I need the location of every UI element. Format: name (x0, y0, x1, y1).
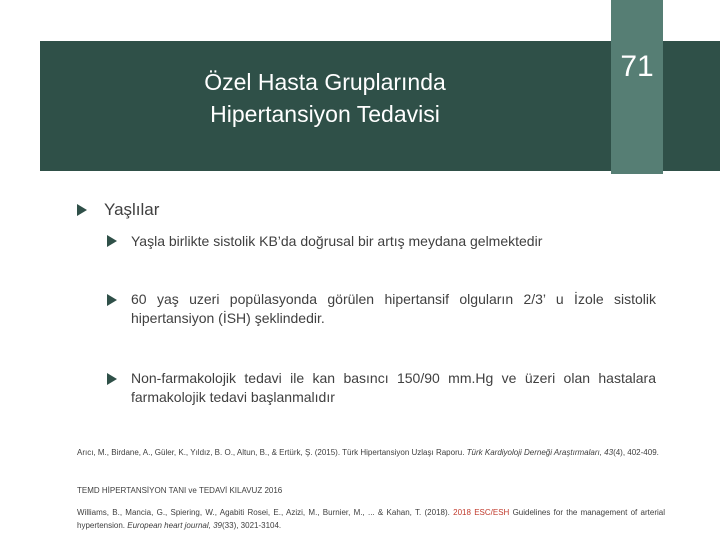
reference-3 (77, 506, 665, 532)
reference-1-text: Arıcı, M., Birdane, A., Güler, K., Yıldız, B. O., Altun, B., & Ertürk, Ş. (2015). Türk Hipertansiyon Uzlaşı Raporu. (77, 448, 467, 457)
title-line-2: Hipertansiyon Tedavisi (210, 101, 440, 127)
bullet-arrow-icon (107, 373, 117, 385)
reference-1-journal: Türk Kardiyoloji Derneği Araştırmaları (466, 448, 600, 457)
bullet-arrow-icon (77, 204, 87, 216)
page-number-box (611, 0, 663, 174)
bullet-arrow-icon (107, 294, 117, 306)
title-line-1: Özel Hasta Gruplarında (204, 69, 446, 95)
sub-bullet-3: Non-farmakolojik tedavi ile kan basıncı 150/90 mm.Hg ve üzeri olan hastalara farmakolojik tedavi başlanmalıdır (131, 370, 656, 405)
sub-bullet-2: 60 yaş uzeri popülasyonda görülen hipertansif olguların 2/3’ u İzole sistolik hipertansiyon (İSH) şeklindedir. (131, 291, 656, 326)
reference-3-journal: European heart journal (127, 521, 209, 530)
page-number: 71 (620, 50, 654, 83)
reference-3-volume: , 39 (208, 521, 222, 530)
reference-3-text-2: Guidelines for the management of arterial hypertension. (77, 508, 665, 530)
reference-1-volume: , 43 (599, 448, 614, 457)
reference-2: TEMD HİPERTANSİYON TANI ve TEDAVİ KILAVUZ 2016 (77, 486, 283, 495)
reference-1-tail: (4), 402-409. (613, 448, 659, 457)
sub-bullet-1: Yaşla birlikte sistolik KB’da doğrusal bir artış meydana gelmektedir (131, 233, 543, 249)
slide-title (140, 66, 510, 130)
main-bullet-text: Yaşlılar (104, 200, 160, 219)
bullet-arrow-icon (107, 235, 117, 247)
reference-1 (77, 446, 665, 459)
reference-3-text: Williams, B., Mancia, G., Spiering, W., Agabiti Rosei, E., Azizi, M., Burnier, M., ... & Kahan, T. (2018). (77, 508, 454, 517)
reference-3-tail: (33), 3021-3104. (222, 521, 282, 530)
reference-3-highlight: 2018 ESC/ESH (453, 508, 510, 517)
